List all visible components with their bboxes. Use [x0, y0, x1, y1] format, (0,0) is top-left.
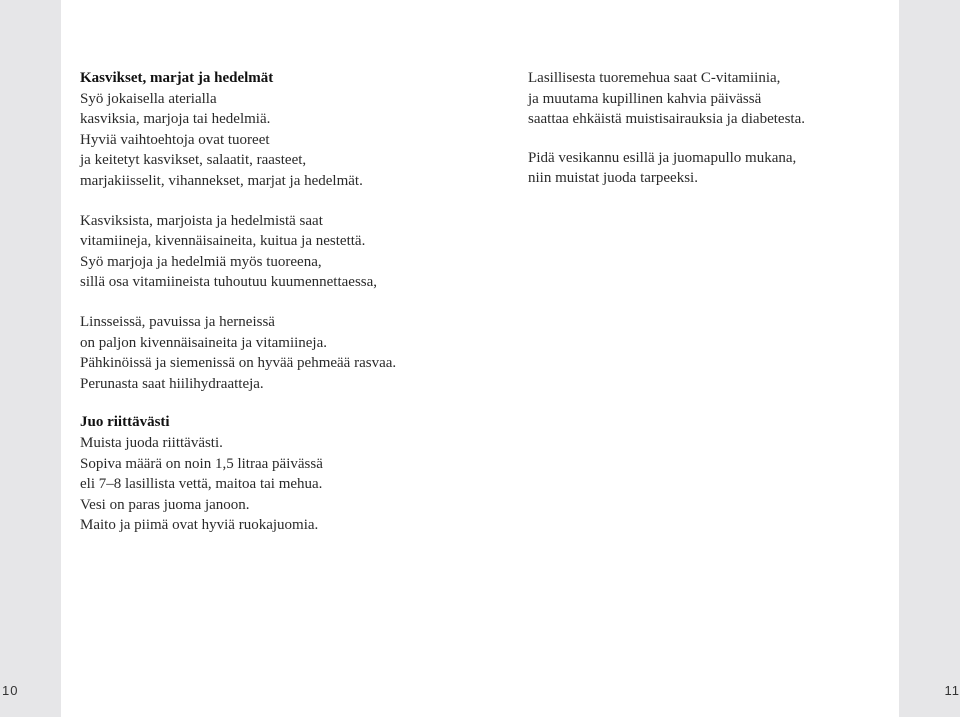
page-number-right: 11 [944, 683, 960, 698]
text-line: Pidä vesikannu esillä ja juomapullo mukana, [528, 149, 797, 166]
section-drink-enough [80, 412, 480, 536]
text-line: ja keitetyt kasvikset, salaatit, raasteet, [80, 152, 307, 169]
text-line: eli 7–8 lasillista vettä, maitoa tai mehua. [80, 476, 323, 493]
right-page-column [528, 68, 908, 189]
left-page-column [80, 68, 480, 536]
text-line: vitamiineja, kivennäisaineita, kuitua ja nestettä. [80, 233, 366, 250]
text-line: ja muutama kupillinen kahvia päivässä [528, 90, 762, 107]
text-line: Vesi on paras juoma janoon. [80, 496, 250, 513]
text-line: niin muistat juoda tarpeeksi. [528, 170, 698, 187]
section-heading-drink: Juo riittävästi [80, 414, 170, 431]
text-line: Perunasta saat hiilihydraatteja. [80, 375, 264, 392]
paragraph-vitamins [80, 211, 480, 293]
text-line: Linsseissä, pavuissa ja herneissä [80, 313, 275, 330]
text-line: marjakiisselit, vihannekset, marjat ja hedelmät. [80, 172, 363, 189]
text-line: Lasillisesta tuoremehua saat C-vitamiinia, [528, 70, 781, 86]
paragraph-legumes [80, 312, 480, 394]
text-line: Sopiva määrä on noin 1,5 litraa päivässä [80, 455, 323, 472]
text-line: Kasviksista, marjoista ja hedelmistä saat [80, 212, 323, 229]
text-line: saattaa ehkäistä muistisairauksia ja diabetesta. [528, 111, 805, 128]
text-line: Syö marjoja ja hedelmiä myös tuoreena, [80, 253, 322, 270]
text-line: Pähkinöissä ja siemenissä on hyvää pehmeää rasvaa. [80, 355, 397, 372]
section-vegetables [80, 68, 480, 192]
text-line: kasviksia, marjoja tai hedelmiä. [80, 111, 271, 128]
page-number-left: 10 [2, 683, 19, 698]
text-line: on paljon kivennäisaineita ja vitamiineja. [80, 334, 328, 351]
text-line: Hyviä vaihtoehtoja ovat tuoreet [80, 131, 270, 148]
text-line: Syö jokaisella aterialla [80, 90, 217, 107]
paragraph-juice-coffee [528, 68, 908, 130]
text-line: sillä osa vitamiineista tuhoutuu kuumennettaessa, [80, 274, 378, 291]
text-line: Maito ja piimä ovat hyviä ruokajuomia. [80, 517, 319, 534]
section-heading-vegetables: Kasvikset, marjat ja hedelmät [80, 70, 274, 86]
paragraph-water-jug [528, 148, 908, 189]
text-line: Muista juoda riittävästi. [80, 434, 223, 451]
